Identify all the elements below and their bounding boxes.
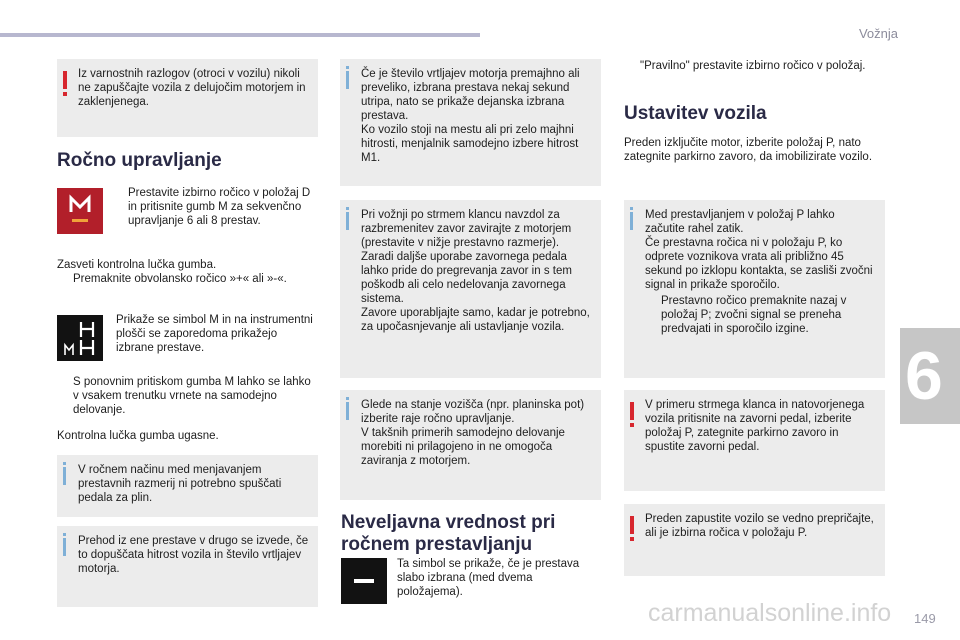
info-box-park (624, 200, 885, 378)
warning-icon (63, 71, 67, 89)
manual-mode-display-icon (57, 315, 103, 361)
chapter-number: 6 (905, 338, 943, 414)
dashboard-m-text: Prikaže se simbol M in na instrumentni plošči se zaporedoma prikažejo izbrane prestave. (116, 314, 313, 354)
lamp-off-text: Kontrolna lučka gumba ugasne. (57, 430, 219, 442)
info-box-road (340, 390, 601, 500)
header-bar (0, 33, 480, 37)
heading-manual-mode: Ročno upravljanje (57, 150, 222, 171)
info-text: Prehod iz ene prestave v drugo se izvede, če to dopuščata hitrost vozila in število vrtljajev motorja. (78, 535, 309, 575)
info-icon (346, 71, 349, 89)
warning-icon (630, 516, 634, 534)
info-box-pedals (57, 455, 318, 517)
bullet-text: "Pravilno" prestavite izbirno ročico v položaj. (640, 60, 866, 72)
invalid-gear-icon (341, 558, 387, 604)
info-icon (346, 402, 349, 420)
warning-box-leave (624, 504, 885, 576)
bullet-text: Prestavite izbirno ročico v položaj D in pritisnite gumb M za sekvenčno upravljanje 6 ali 8 prestav. (128, 187, 311, 227)
heading-stopping: Ustavitev vozila (624, 103, 767, 124)
info-text: Če je število vrtljajev motorja premajhno ali preveliko, izbrana prestava nekaj sekund utripa, nato se prikaže dejanska izbrana prestava. Ko vozilo stoji na mestu ali pri zelo majhni hitrosti, menjalnik samodejno izbere hitrost M1. (361, 68, 580, 164)
info-text: V ročnem načinu med menjavanjem prestavnih razmerij ni potrebno spuščati pedala za plin. (78, 464, 282, 504)
watermark: carmanualsonline.info (648, 599, 892, 627)
info-box-slope (340, 200, 601, 378)
info-box-rpm (340, 59, 601, 186)
warning-text: Preden zapustite vozilo se vedno prepričajte, ali je izbirna ročica v položaju P. (645, 513, 874, 539)
info-icon (630, 212, 633, 230)
info-text: Med prestavljanjem v položaj P lahko začutite rahel zatik. Če prestavna ročica ni v položaju P, ko odprete voznikova vrata ali približno 45 sekund po izklopu kontakta, se zasliši zvočni signal in prikaže sporočilo. (645, 209, 873, 291)
warning-box-child-safety (57, 59, 318, 137)
warning-box-slope (624, 390, 885, 491)
info-text: Glede na stanje vozišča (npr. planinska pot) izberite raje ročno upravljanje. V takšnih primerih samodejno delovanje morebiti ni prilagojeno in ne omogoča zaviranja z motorjem. (361, 399, 585, 467)
m-button-icon (57, 188, 103, 234)
info-text: Pri vožnji po strmem klancu navzdol za razbremenitev zavor zavirajte z motorjem (prestavite v nižje prestavno razmerje). Zaradi daljše uporabe zavornega pedala lahko pride do pregrevanja zavor in s tem poškodb ali celo nedelovanja zavornega sistema. Zavore uporabljajte samo, kadar je potrebno, za upočasnjevanje ali ustavljanje vozila. (361, 209, 590, 333)
stopping-text: Preden izključite motor, izberite položaj P, nato zategnite parkirno zavoro, da imobilizirate vozilo. (624, 137, 873, 163)
page-number: 149 (914, 611, 936, 626)
heading-invalid-value: Neveljavna vrednost pri ročnem prestavljanju (341, 512, 556, 555)
lamp-on-text: Zasveti kontrolna lučka gumba. (57, 259, 217, 271)
bullet-text: Prestavno ročico premaknite nazaj v položaj P; zvočni signal se preneha predvajati in sporočilo izgine. (661, 295, 847, 335)
warning-text: Iz varnostnih razlogov (otroci v vozilu) nikoli ne zapuščajte vozila z delujočim motorjem in zaklenjenega. (78, 68, 306, 108)
info-box-shift (57, 526, 318, 607)
warning-text: V primeru strmega klanca in natovorjenega vozila pritisnite na zavorni pedal, izberite položaj P, zategnite parkirno zavoro in spustite zavorni pedal. (645, 399, 865, 453)
warning-icon (630, 402, 634, 420)
info-icon (63, 538, 66, 556)
info-icon (63, 467, 66, 485)
invalid-gear-text: Ta simbol se prikaže, če je prestava slabo izbrana (med dvema položajema). (397, 558, 580, 598)
bullet-text: Premaknite obvolansko ročico »+« ali »-«. (73, 273, 287, 285)
info-icon (346, 212, 349, 230)
section-name: Vožnja (858, 26, 898, 41)
bullet-text: S ponovnim pritiskom gumba M lahko se lahko v vsakem trenutku vrnete na samodejno delovanje. (73, 376, 311, 416)
